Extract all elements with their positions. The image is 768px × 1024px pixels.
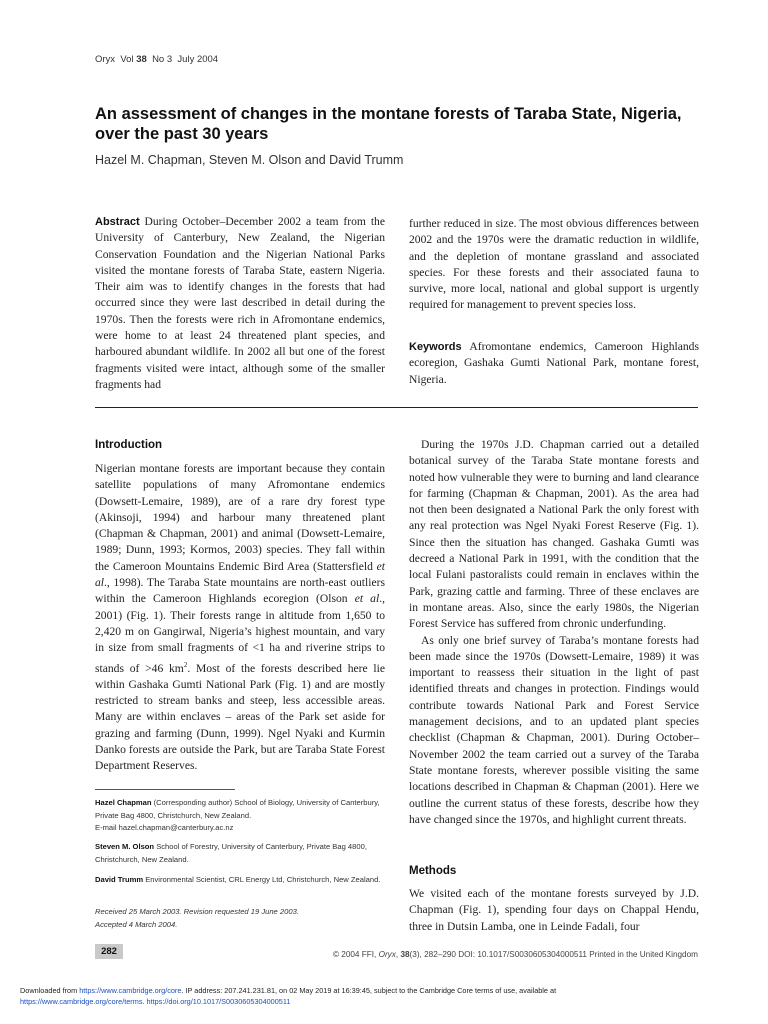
affiliation-trumm xyxy=(95,874,385,887)
footer-separator: , xyxy=(395,950,401,959)
page-number: 282 xyxy=(95,944,123,959)
footer-citation xyxy=(282,950,698,959)
download-prefix: Downloaded from xyxy=(20,986,80,995)
affiliation-name: Steven M. Olson xyxy=(95,842,155,851)
intro-et-al: et al xyxy=(354,592,380,606)
issue-number: No 3 xyxy=(152,54,173,65)
terms-link[interactable]: https://www.cambridge.org/core/terms xyxy=(20,997,143,1006)
section-divider xyxy=(95,407,698,408)
affiliation-text: Environmental Scientist, CRL Energy Ltd, Christchurch, New Zealand. xyxy=(143,875,381,884)
keywords-text: Afromontane endemics, Cameroon Highlands ecoregion, Gashaka Gumti National Park, montane forest, Nigeria. xyxy=(409,340,699,386)
intro-text-part: . Most of the forests described here lie within Gashaka Gumti National Park (Fig. 1) and are mostly restricted to stream banks and steep, less accessible areas. Many are within enclaves – areas of the Park set aside for grazing and farming (Dunn, 1999). Ngel Nyaki and Kurmin Danko forests are outside the Park, but are Taraba State Forest Department Reserves. xyxy=(95,661,385,773)
received-line: Received 25 March 2003. Revision requested 19 June 2003. xyxy=(95,907,299,916)
abstract-text-left: During October–December 2002 a team from the University of Canterbury, New Zealand, the Nigerian Conservation Foundation and the Nigerian National Parks visited the montane forests of Taraba State, eastern Nigeria. Their aim was to identify changes in the forests that had occurred since they were last described in detail during the 1970s. Then the forests were rich in Afromontane endemics, were home to at least 24 threatened plant species, and harboured abundant wildlife. In 2002 all but one of the forest fragments visited were intact, although some of the smaller fragments had xyxy=(95,215,385,391)
journal-issue-line xyxy=(95,54,218,65)
affiliation-chapman xyxy=(95,797,385,835)
affiliation-text: School of Forestry, University of Canterbury, Private Bag 4800, Christchurch, New Zealand. xyxy=(95,842,367,864)
introduction-continued xyxy=(409,437,699,828)
download-separator: . xyxy=(142,997,147,1006)
volume-number: 38 xyxy=(136,54,147,65)
article-authors: Hazel M. Chapman, Steven M. Olson and David Trumm xyxy=(95,153,404,167)
affiliation-text: (Corresponding author) School of Biology, University of Canterbury, Private Bag 4800, Christchurch, New Zealand. xyxy=(95,798,380,820)
affiliation-name: Hazel Chapman xyxy=(95,798,152,807)
keywords-block xyxy=(409,339,699,388)
issue-date: July 2004 xyxy=(177,54,219,65)
doi-link[interactable]: https://doi.org/10.1017/S0030605304000511 xyxy=(146,997,291,1006)
footer-volume: 38 xyxy=(400,950,410,959)
cambridge-core-link[interactable]: https://www.cambridge.org/core xyxy=(79,986,182,995)
superscript: 2 xyxy=(183,660,188,669)
introduction-body xyxy=(95,461,385,775)
methods-text: We visited each of the montane forests surveyed by J.D. Chapman (Fig. 1), spending four days on Chappal Hendu, three in Dutsin Lamba, one in Leinde Fadali, four xyxy=(409,887,699,933)
intro-text-part: ., 2001) (Fig. 1). Their forests range in altitude from 1,650 to 2,420 m on Gangirwal, Nigeria’s highest mountain, and vary in size from small fragments of <1 ha and riverine strips to stands of >46 km xyxy=(95,592,385,675)
download-middle: . IP address: 207.241.231.81, on 02 May 2019 at 16:39:45, subject to the Cambridge Core terms of use, available at xyxy=(181,986,557,995)
methods-heading: Methods xyxy=(409,865,457,877)
intro-text-part: ., 1998). The Taraba State mountains are north-east outliers within the Cameroon Highlands ecoregion (Olson xyxy=(95,576,385,606)
download-notice xyxy=(20,985,760,1007)
intro-et-al: et al xyxy=(95,559,385,590)
footnote-divider xyxy=(95,789,235,790)
article-title: An assessment of changes in the montane forests of Taraba State, Nigeria, over the past 30 years xyxy=(95,105,682,143)
methods-body xyxy=(409,886,699,935)
accepted-line: Accepted 4 March 2004. xyxy=(95,919,178,929)
affiliation-email: E-mail hazel.chapman@canterbury.ac.nz xyxy=(95,823,234,832)
introduction-heading: Introduction xyxy=(95,439,163,451)
intro-text-part: Nigerian montane forests are important because they contain satellite populations of many Afromontane endemics (Dowsett-Lemaire, 1989), are of a rare dry forest type (Akinsoji, 1994) and harbour many threatened plant (Chapman & Chapman, 2001) and animal (Dowsett-Lemaire, 1989; Dunn, 1993; Kormos, 2003) species. They fall within the Cameroon Mountains Endemic Bird Area (Stattersfield xyxy=(95,462,385,573)
abstract-right-column xyxy=(409,216,699,314)
affiliation-olson xyxy=(95,841,385,866)
journal-name: Oryx xyxy=(95,54,116,65)
footer-doi: (3), 282–290 DOI: 10.1017/S0030605304000511 Printed in the United Kingdom xyxy=(409,950,698,959)
intro-paragraph-3: As only one brief survey of Taraba’s montane forests had been made since the 1970s (Dowsett-Lemaire, 1989) it was important to reassess their situation in the light of past identified threats and changes in protection. Findings would contribute towards National Park and Forest Service management decisions, and to an updated plant species checklist (Chapman & Chapman, 2001). During October–November 2002 the team carried out a survey of the Taraba State montane forests, wherever possible visiting the same locations described in Chapman & Chapman (2001). Here we outline the current status of these forests, describe how they have changed since the 1970s, and highlight current threats. xyxy=(409,633,699,826)
keywords-label: Keywords xyxy=(409,341,462,353)
volume-label: Vol xyxy=(120,54,134,65)
affiliation-name: David Trumm xyxy=(95,875,144,884)
footer-copyright: © 2004 FFI, xyxy=(332,950,379,959)
abstract-label: Abstract xyxy=(95,216,140,228)
intro-paragraph-2: During the 1970s J.D. Chapman carried out a detailed botanical survey of the Taraba State montane forests and noted how vulnerable they were to burning and land clearance for farming (Chapman & Chapman, 2001). As the area had not then been designated a National Park the only forest with any real protection was Ngel Nyaki Forest Reserve (Fig. 1). Since then the situation has changed. Gashaka Gumti was decreed a National Park in 1991, with the condition that the local Fulani pastoralists could remain in enclaves within the Park, grazing cattle and farming. Three of these enclaves are in montane areas. Also, since the early 1980s, the Nigerian Forest Service has suffered from chronic underfunding. xyxy=(409,438,699,631)
received-dates xyxy=(95,906,385,931)
footer-journal: Oryx xyxy=(378,950,396,959)
abstract-left-column xyxy=(95,214,385,393)
abstract-text-right: further reduced in size. The most obvious differences between 2002 and the 1970s were the dramatic reduction in wildlife, and the depletion of montane grassland and associated species. For these forests and their associated fauna to survive, more local, national and global support is urgently required for management to prevent species loss. xyxy=(409,217,699,312)
